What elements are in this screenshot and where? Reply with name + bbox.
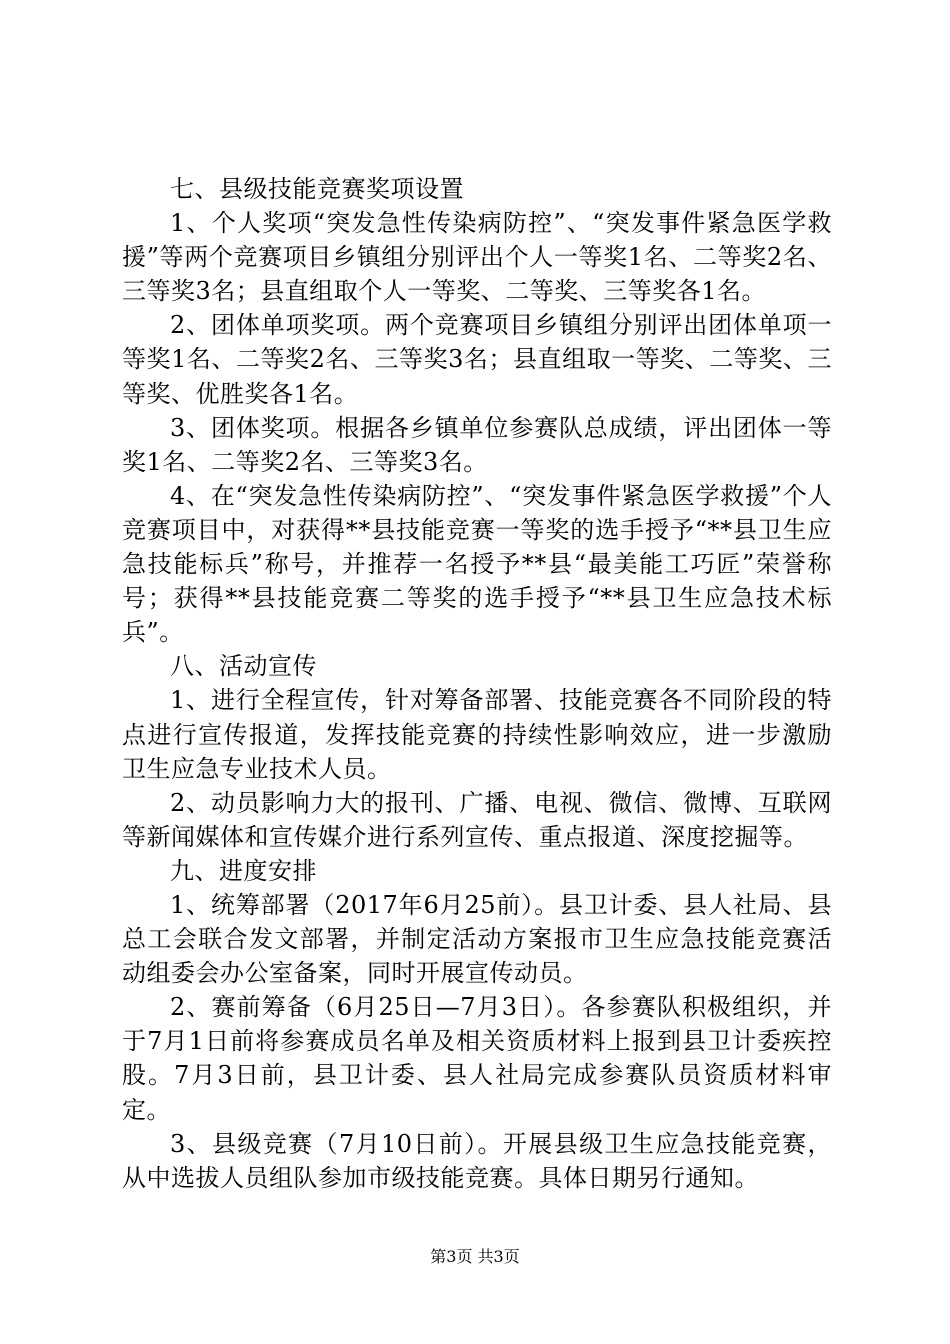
paragraph-team-awards: 3、团体奖项。根据各乡镇单位参赛队总成绩，评出团体一等奖1名、二等奖2名、三等奖3名。: [122, 413, 832, 476]
paragraph-schedule-3: 3、县级竞赛（7月10日前）。开展县级卫生应急技能竞赛，从中选拔人员组队参加市级技能竞赛。具体日期另行通知。: [122, 1129, 832, 1192]
paragraph-team-single-awards: 2、团体单项奖项。两个竞赛项目乡镇组分别评出团体单项一等奖1名、二等奖2名、三等奖3名；县直组取一等奖、二等奖、三等奖、优胜奖各1名。: [122, 311, 832, 408]
paragraph-schedule-2: 2、赛前筹备（6月25日—7月3日）。各参赛队积极组织，并于7月1日前将参赛成员名单及相关资质材料上报到县卫计委疾控股。7月3日前，县卫计委、县人社局完成参赛队员资质材料审定。: [122, 993, 832, 1124]
paragraph-schedule-1: 1、统筹部署（2017年6月25前）。县卫计委、县人社局、县总工会联合发文部署，并制定活动方案报市卫生应急技能竞赛活动组委会办公室备案，同时开展宣传动员。: [122, 890, 832, 988]
paragraph-publicity-2: 2、动员影响力大的报刊、广播、电视、微信、微博、互联网等新闻媒体和宣传媒介进行系列宣传、重点报道、深度挖掘等。: [122, 788, 832, 851]
paragraph-honor-titles: 4、在“突发急性传染病防控”、“突发事件紧急医学救援”个人竞赛项目中，对获得**县技能竞赛一等奖的选手授予“**县卫生应急技能标兵”称号，并推荐一名授予**县“最美能工巧匠”荣誉称号；获得**县技能竞赛二等奖的选手授予“**县卫生应急技术标兵”。: [122, 481, 832, 647]
paragraph-individual-awards: 1、个人奖项“突发急性传染病防控”、“突发事件紧急医学救援”等两个竞赛项目乡镇组分别评出个人一等奖1名、二等奖2名、三等奖3名；县直组取个人一等奖、二等奖、三等奖各1名。: [122, 209, 832, 306]
paragraph-publicity-1: 1、进行全程宣传，针对筹备部署、技能竞赛各不同阶段的特点进行宣传报道，发挥技能竞赛的持续性影响效应，进一步激励卫生应急专业技术人员。: [122, 686, 832, 783]
section-heading-publicity: 八、活动宣传: [170, 652, 317, 681]
document-body: [122, 172, 832, 1195]
section-heading-schedule: 九、进度安排: [170, 856, 317, 885]
page-footer: 第3页 共3页: [430, 1247, 520, 1266]
section-heading-awards: 七、县级技能竞赛奖项设置: [170, 175, 464, 203]
